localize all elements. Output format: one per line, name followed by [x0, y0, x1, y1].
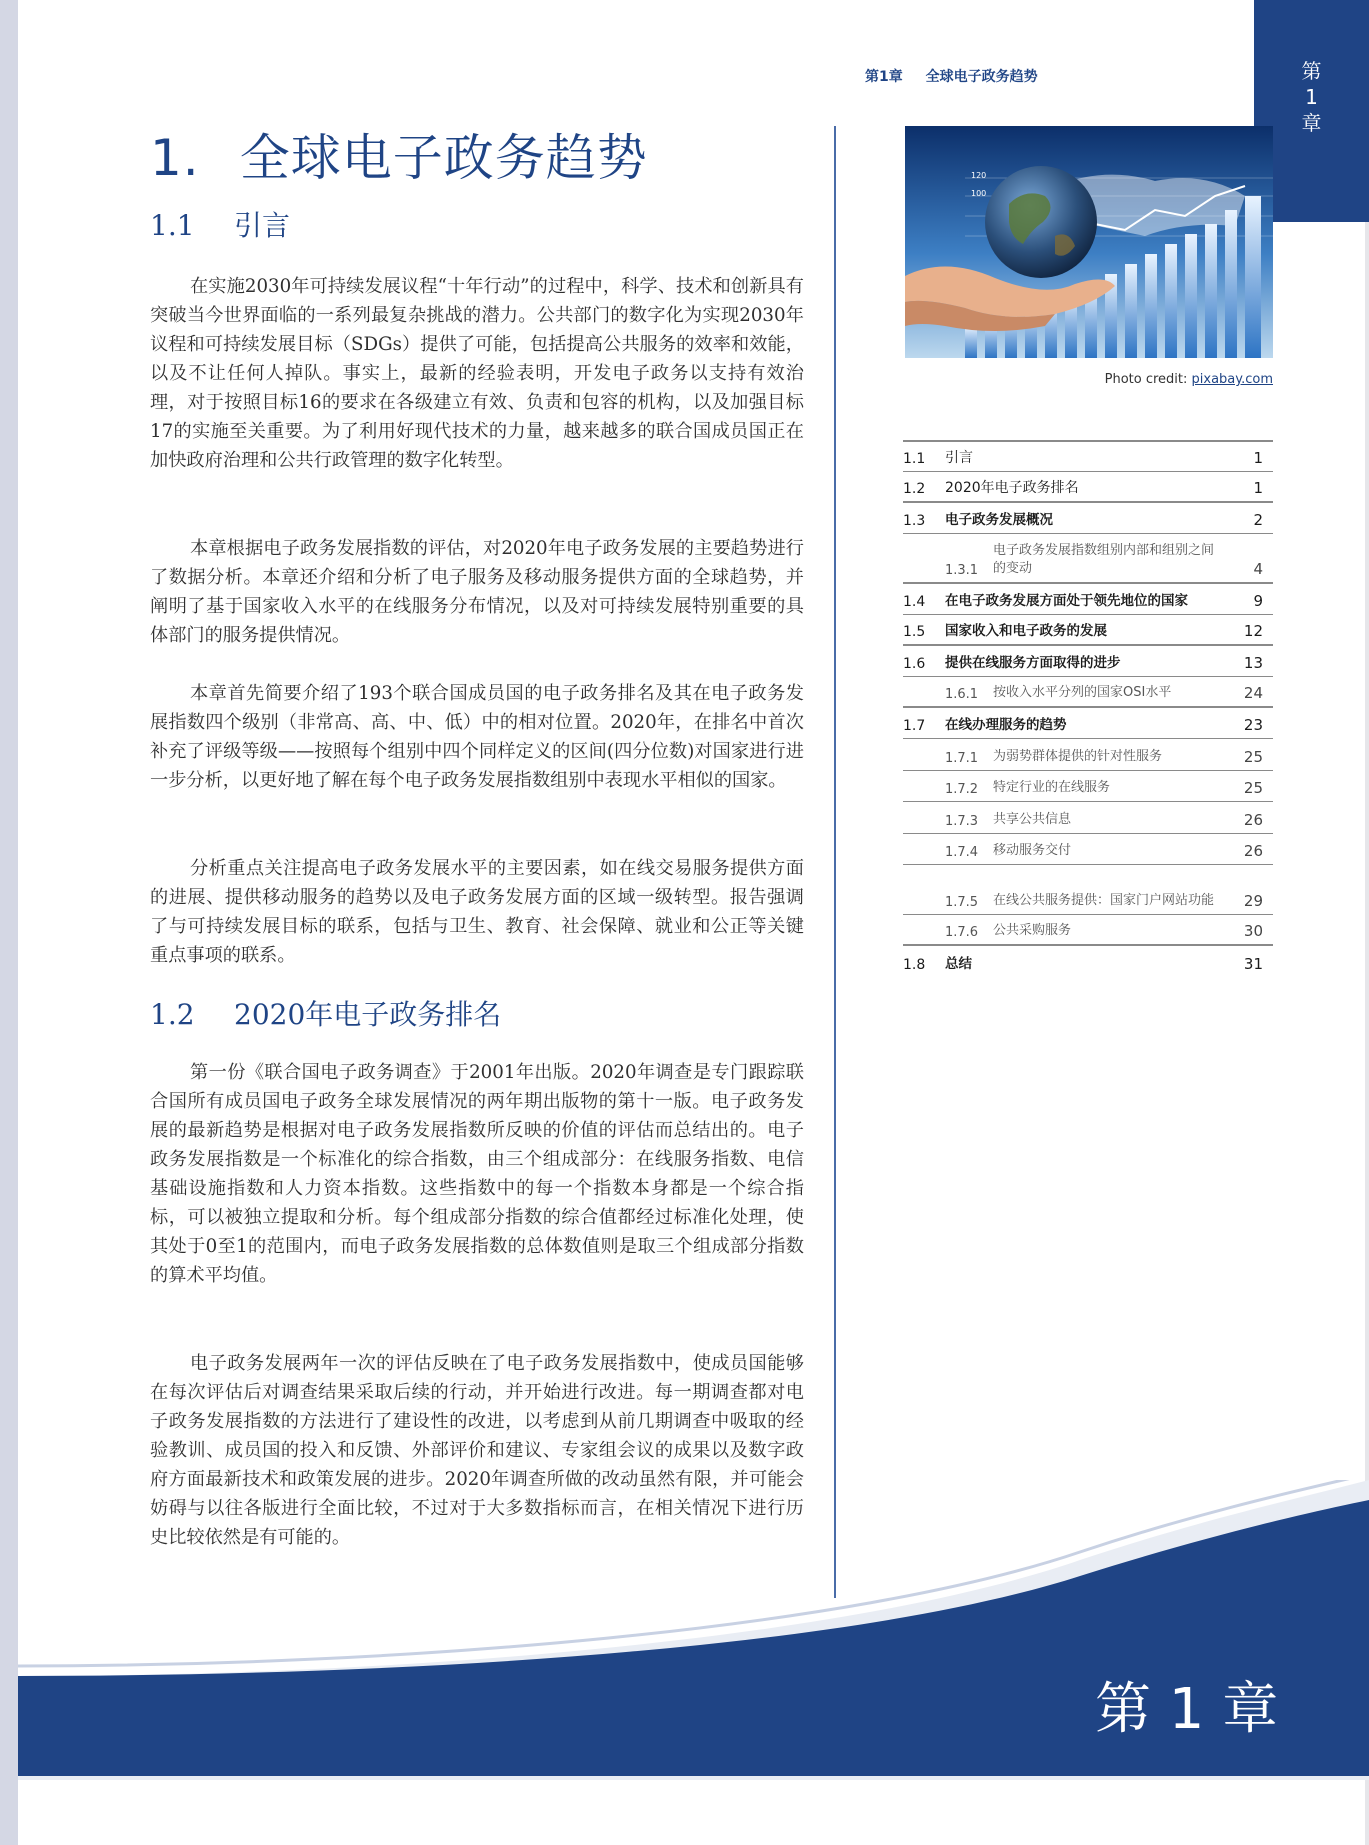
body-paragraph-6: 电子政务发展两年一次的评估反映在了电子政务发展指数中，使成员国能够在每次评估后对调查结果采取后续的行动，并开始进行改进。每一期调查都对电子政务发展指数的方法进行了建设性的改进，以考虑到从前几期调查中吸取的经验教训、成员国的投入和反馈、外部评价和建议、专家组会议的成果以及数字政府方面最新技术和政策发展的进步。2020年调查所做的改动虽然有限，并可能会妨碍与以往各版进行全面比较，不过对于大多数指标而言，在相关情况下进行历史比较依然是有可能的。 [150, 1353, 804, 1548]
toc-page: 2 [1253, 511, 1263, 529]
toc-row[interactable] [903, 739, 1273, 771]
toc-number: 1.7.1 [945, 751, 979, 766]
toc-row[interactable] [903, 677, 1273, 708]
toc-number: 1.5 [903, 624, 926, 640]
chapter-tab-line2: 1 [1305, 85, 1318, 109]
toc-page: 26 [1243, 811, 1263, 829]
section-heading-1-2 [150, 993, 501, 1033]
toc-page: 13 [1243, 654, 1263, 672]
photo-axis-100: 100 [971, 189, 987, 198]
toc-row[interactable] [903, 802, 1273, 834]
chapter-tab-line1: 第 [1301, 59, 1322, 83]
running-head [865, 66, 1038, 86]
toc-label: 电子政务发展概况 [945, 512, 1053, 528]
toc-row[interactable] [903, 584, 1273, 615]
toc-page: 9 [1253, 592, 1263, 610]
section-number: 1.2 [150, 998, 195, 1031]
toc-label: 特定行业的在线服务 [993, 780, 1111, 795]
toc-row[interactable] [903, 771, 1273, 802]
body-paragraph-3: 本章首先简要介绍了193个联合国成员国的电子政务排名及其在电子政务发展指数四个级别（非常高、高、中、低）中的相对位置。2020年，在排名中首次补充了评级等级——按照每个组别中四个同样定义的区间(四分位数)对国家进行进一步分析，以更好地了解在每个电子政务发展指数组别中表现水平相似的国家。 [150, 683, 804, 791]
toc-label: 公共采购服务 [993, 923, 1072, 938]
toc-label: 在电子政务发展方面处于领先地位的国家 [945, 593, 1188, 609]
toc-page: 12 [1243, 622, 1263, 640]
section-heading-1-1 [150, 204, 290, 244]
toc-number: 1.4 [903, 594, 926, 610]
toc-row[interactable] [903, 440, 1273, 472]
toc-number: 1.6.1 [945, 687, 979, 702]
toc-number: 1.7.2 [945, 782, 979, 797]
toc-page: 29 [1243, 892, 1263, 910]
toc-number: 1.7.3 [945, 814, 979, 829]
toc-page: 23 [1243, 716, 1263, 734]
toc-number: 1.3 [903, 513, 926, 529]
section-title: 2020年电子政务排名 [234, 998, 502, 1031]
toc-row[interactable] [903, 865, 1273, 915]
chapter-title [150, 118, 648, 190]
toc-row[interactable] [903, 472, 1273, 503]
toc-label: 为弱势群体提供的针对性服务 [993, 749, 1163, 764]
chapter-tab-line3: 章 [1301, 111, 1322, 135]
toc-page: 30 [1243, 922, 1263, 940]
body-paragraph-4: 分析重点关注提高电子政务发展水平的主要因素，如在线交易服务提供方面的进展、提供移动服务的趋势以及电子政务发展方面的区域一级转型。报告强调了与可持续发展目标的联系，包括与卫生、教育、社会保障、就业和公正等关键重点事项的联系。 [150, 858, 804, 966]
toc-label: 提供在线服务方面取得的进步 [945, 655, 1121, 671]
chapter-title-text: 全球电子政务趋势 [239, 129, 648, 187]
toc-number: 1.2 [903, 481, 926, 497]
toc-row[interactable] [903, 503, 1273, 534]
toc-page: 25 [1243, 779, 1263, 797]
running-head-number: 第1章 [865, 69, 903, 85]
toc-label: 共享公共信息 [993, 812, 1072, 827]
toc-page: 24 [1243, 684, 1263, 702]
toc-page: 1 [1253, 449, 1263, 467]
running-head-title: 全球电子政务趋势 [925, 69, 1038, 85]
toc-number: 1.1 [903, 451, 926, 467]
toc-label: 总结 [945, 956, 972, 972]
toc-row[interactable] [903, 946, 1273, 977]
toc-label: 引言 [945, 450, 973, 466]
toc-row[interactable] [903, 834, 1273, 865]
photo-credit [905, 372, 1273, 387]
photo-credit-label: Photo credit: [1104, 372, 1192, 387]
toc-label: 按收入水平分列的国家OSI水平 [993, 685, 1172, 700]
footer-chapter-label: 第 1 章 [1095, 1677, 1279, 1742]
toc-page: 31 [1243, 955, 1263, 973]
toc-page: 1 [1253, 479, 1263, 497]
toc-label: 在线公共服务提供：国家门户网站功能 [993, 893, 1215, 908]
body-paragraph-5: 第一份《联合国电子政务调查》于2001年出版。2020年调查是专门跟踪联合国所有成员国电子政务全球发展情况的两年期出版物的第十一版。电子政务发展的最新趋势是根据对电子政务发展指数所反映的价值的评估而总结出的。电子政务发展指数是一个标准化的综合指数，由三个组成部分：在线服务指数、电信基础设施指数和人力资本指数。这些指数中的每一个指数本身都是一个综合指标，可以被独立提取和分析。每个组成部分指数的综合值都经过标准化处理，使其处于0至1的范围内，而电子政务发展指数的总体数值则是取三个组成部分指数的算术平均值。 [150, 1062, 804, 1286]
toc-label: 在线办理服务的趋势 [945, 717, 1067, 733]
toc-label: 电子政务发展指数组别内部和组别之间的变动 [993, 543, 1215, 576]
toc-number: 1.7.6 [945, 925, 979, 940]
photo-axis-120: 120 [971, 171, 987, 180]
toc-number: 1.7.5 [945, 895, 979, 910]
toc-row[interactable] [903, 534, 1273, 584]
chapter-toc [903, 440, 1273, 977]
column-divider [834, 126, 836, 1598]
toc-row[interactable] [903, 615, 1273, 646]
toc-number: 1.7 [903, 718, 926, 734]
chapter-photo [905, 126, 1273, 358]
section-title: 引言 [234, 209, 291, 242]
body-paragraph-2: 本章根据电子政务发展指数的评估，对2020年电子政务发展的主要趋势进行了数据分析。本章还介绍和分析了电子服务及移动服务提供方面的全球趋势，并阐明了基于国家收入水平的在线服务分布情况，以及对可持续发展特别重要的具体部门的服务提供情况。 [150, 538, 804, 646]
toc-label: 国家收入和电子政务的发展 [945, 623, 1107, 639]
toc-number: 1.7.4 [945, 845, 979, 860]
photo-credit-link[interactable]: pixabay.com [1191, 372, 1273, 387]
toc-page: 25 [1243, 748, 1263, 766]
toc-row[interactable] [903, 915, 1273, 946]
toc-label: 2020年电子政务排名 [945, 480, 1079, 496]
toc-page: 4 [1253, 560, 1263, 578]
toc-row[interactable] [903, 708, 1273, 739]
toc-label: 移动服务交付 [993, 843, 1072, 858]
body-paragraph-1: 在实施2030年可持续发展议程“十年行动”的过程中，科学、技术和创新具有突破当今世界面临的一系列最复杂挑战的潜力。公共部门的数字化为实现2030年议程和可持续发展目标（SDGs）提供了可能，包括提高公共服务的效率和效能，以及不让任何人掉队。事实上，最新的经验表明，开发电子政务以支持有效治理，对于按照目标16的要求在各级建立有效、负责和包容的机构，以及加强目标17的实施至关重要。为了利用好现代技术的力量，越来越多的联合国成员国正在加快政府治理和公共行政管理的数字化转型。 [150, 276, 804, 471]
toc-row[interactable] [903, 646, 1273, 677]
toc-page: 26 [1243, 842, 1263, 860]
chapter-number: 1. [150, 129, 200, 187]
section-number: 1.1 [150, 209, 195, 242]
toc-number: 1.6 [903, 656, 926, 672]
toc-number: 1.3.1 [945, 563, 979, 578]
toc-number: 1.8 [903, 957, 926, 973]
